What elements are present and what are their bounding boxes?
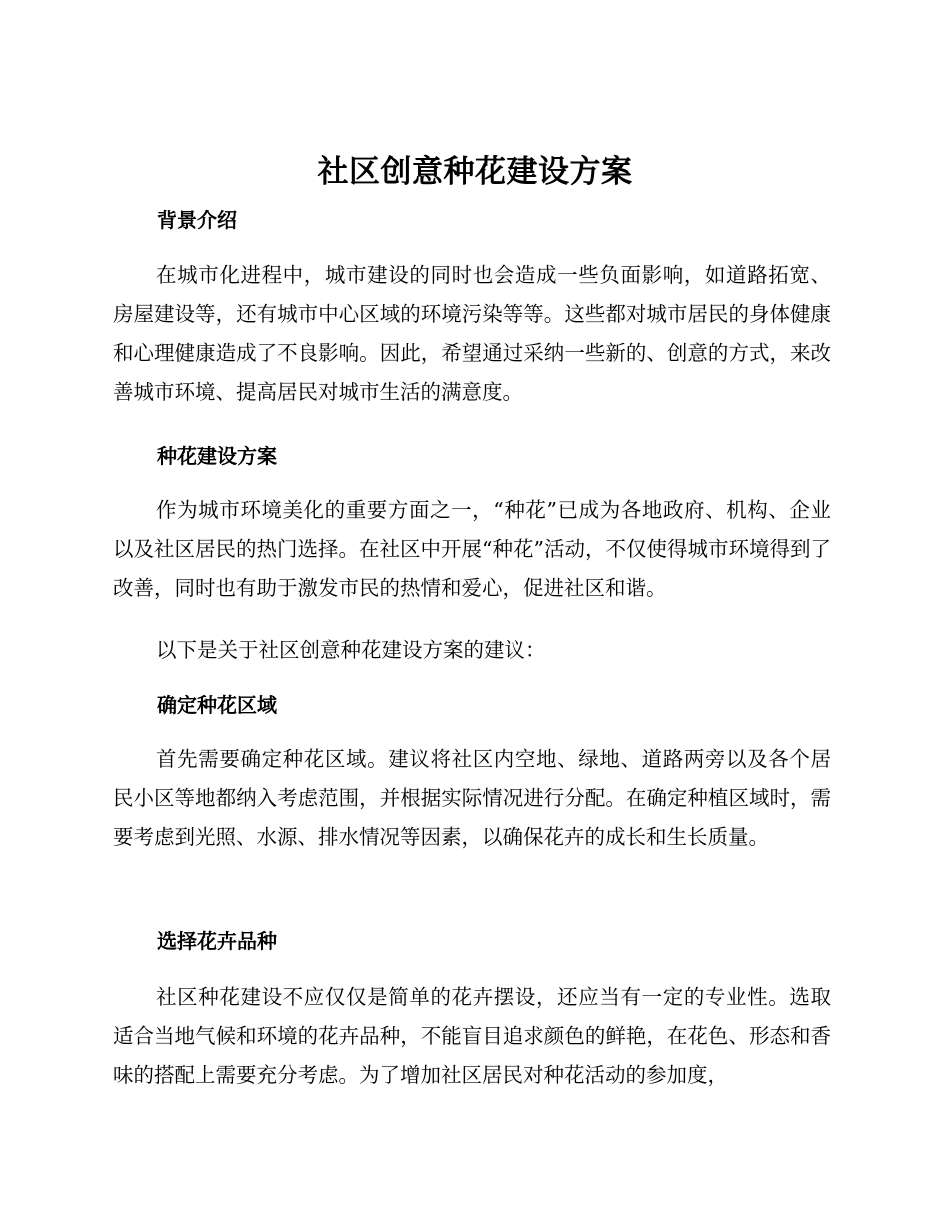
section-heading-planting-plan: 种花建设方案 <box>157 444 277 468</box>
paragraph-background: 在城市化进程中，城市建设的同时也会造成一些负面影响，如道路拓宽、房屋建设等，还有城市中心区域的环境污染等等。这些都对城市居民的身体健康和心理健康造成了不良影响。因此，希望通过采纳一些新的、创意的方式，来改善城市环境、提高居民对城市生活的满意度。 <box>113 263 831 404</box>
section-heading-flower-varieties: 选择花卉品种 <box>157 929 277 953</box>
section-heading-planting-area: 确定种花区域 <box>157 693 277 717</box>
paragraph-suggestions-intro: 以下是关于社区创意种花建设方案的建议： <box>156 638 546 662</box>
paragraph-flower-varieties: 社区种花建设不应仅仅是简单的花卉摆设，还应当有一定的专业性。选取适合当地气候和环境的花卉品种，不能盲目追求颜色的鲜艳，在花色、形态和香味的搭配上需要充分考虑。为了增加社区居民对种花活动的参加度， <box>113 985 831 1087</box>
paragraph-planting-area: 首先需要确定种花区域。建议将社区内空地、绿地、道路两旁以及各个居民小区等地都纳入考虑范围，并根据实际情况进行分配。在确定种植区域时，需要考虑到光照、水源、排水情况等因素，以确保花卉的成长和生长质量。 <box>113 747 831 849</box>
paragraph-planting-plan: 作为城市环境美化的重要方面之一，“种花”已成为各地政府、机构、企业以及社区居民的热门选择。在社区中开展“种花”活动，不仅使得城市环境得到了改善，同时也有助于激发市民的热情和爱心，促进社区和谐。 <box>113 498 831 600</box>
document-title: 社区创意种花建设方案 <box>317 154 633 190</box>
section-heading-background: 背景介绍 <box>157 208 237 232</box>
